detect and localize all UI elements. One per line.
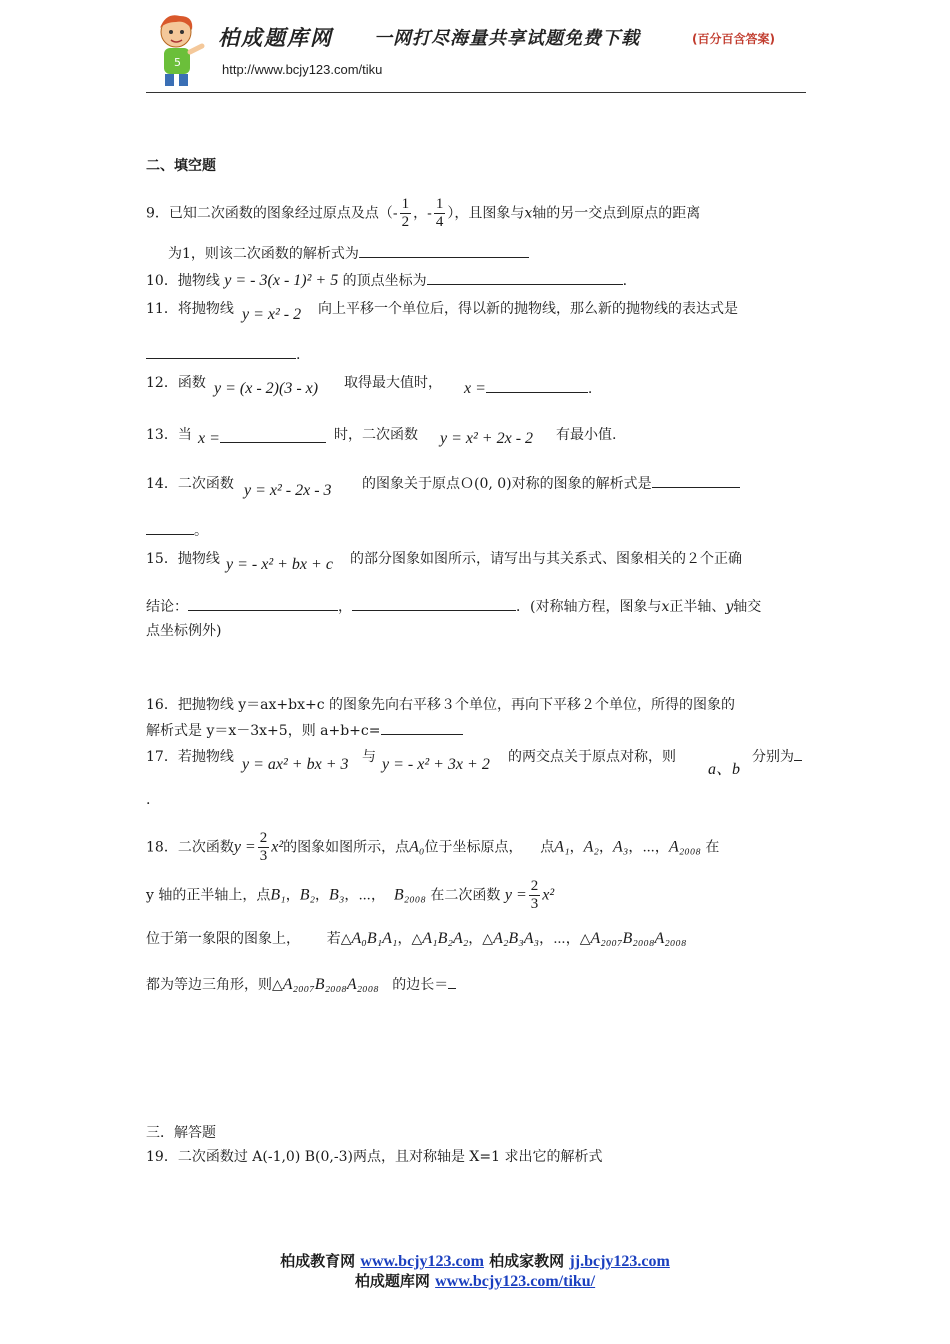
answer-blank[interactable] [448, 974, 456, 989]
question-13-x: x = [198, 428, 326, 448]
question-17-end: 分别为 [752, 746, 802, 766]
question-14: 14．二次函数 [146, 476, 234, 492]
header-url[interactable]: http://www.bcjy123.com/tiku [222, 62, 383, 77]
question-16: 16．把抛物线 y＝ax+bx+c 的图象先向右平移３个单位，再向下平移２个单位，所得的图象的 [146, 697, 736, 713]
fraction-two-thirds: $\frac{2}{3}$ [259, 830, 268, 864]
footer-link-main[interactable]: www.bcjy123.com [360, 1253, 484, 1270]
footer-link-jj[interactable]: jj.bcjy123.com [569, 1253, 670, 1270]
question-15-tail: 的部分图象如图所示，请写出与其关系式、图象相关的２个正确 [350, 551, 742, 567]
question-11-tail: 向上平移一个单位后，得以新的抛物线，那么新的抛物线的表达式是 [318, 301, 738, 317]
question-17-mid: 与 [362, 749, 376, 765]
question-19: 19．二次函数过 A(-1,0) B(0,-3)两点，且对称轴是 X=1 求出它的解析式 [146, 1149, 603, 1165]
answer-blank[interactable] [794, 746, 802, 761]
site-name: 柏成题库网 [218, 26, 333, 50]
answer-blank[interactable] [146, 344, 296, 359]
question-17-tail: 的两交点关于原点对称，则 [508, 749, 676, 765]
question-12-answer: x = . [464, 380, 593, 397]
question-11: 11．将抛物线 [146, 301, 234, 317]
question-10: 10．抛物线 y = - 3(x - 1)² + 5 的顶点坐标为 . [146, 272, 628, 289]
question-18-line2: y 轴的正半轴上，点B₁，B₂，B₃，⋯， B₂₀₀₈ 在二次函数 y = $\frac{2}{3}$ x² [146, 878, 555, 912]
question-17: 17．若抛物线 [146, 749, 234, 765]
q15-expression: y = - x² + bx + c [226, 556, 333, 573]
fraction-half: $\frac{1}{2}$ [401, 196, 410, 230]
answer-blank[interactable] [486, 378, 588, 393]
answer-badge: (百分百含答案) [692, 32, 775, 46]
footer-link-tiku[interactable]: www.bcjy123.com/tiku/ [435, 1273, 596, 1290]
answer-blank[interactable] [381, 720, 463, 735]
question-16-line2: 解析式是 y＝x－3x+5，则 a+b+c= [146, 720, 463, 740]
question-12-tail: 取得最大值时， [344, 375, 442, 391]
mascot-logo [146, 10, 212, 90]
answer-blank[interactable] [188, 596, 338, 611]
q12-expression: y = (x - 2)(3 - x) [214, 380, 319, 397]
question-18-line3: 位于第一象限的图象上， 若△A₀B₁A₁，△A₁B₂A₂，△A₂B₃A₃，⋯，△A₂₀₀₇B₂₀₀₈A₂₀₀₈ [146, 930, 687, 947]
question-18: 18．二次函数y = $\frac{2}{3}$ x²的图象如图所示，点A₀位于坐标原点， 点A₁，A₂，A₃，⋯，A₂₀₀₈ 在 [146, 830, 720, 864]
question-11-line2: . [146, 344, 300, 363]
slogan: 一网打尽海量共享试题免费下载 [374, 28, 640, 49]
answer-blank[interactable] [352, 596, 516, 611]
question-9: 9．已知二次函数的图象经过原点及点（- $\frac{1}{2}$ ，- $\frac{1}{4}$ ），且图象与x轴的另一交点到原点的距离 [146, 196, 701, 230]
footer-line-1: 柏成教育网 www.bcjy123.com 柏成家教网 jj.bcjy123.com [280, 1252, 670, 1270]
question-18-line4: 都为等边三角形，则△A₂₀₀₇B₂₀₀₈A₂₀₀₈ 的边长＝ [146, 974, 456, 994]
answer-blank[interactable] [146, 520, 194, 535]
question-13-tail: 有最小值. [556, 427, 617, 443]
question-14-line2: 。 [146, 520, 208, 540]
fraction-quarter: $\frac{1}{4}$ [435, 196, 444, 230]
question-17-line2: . [146, 792, 151, 808]
question-15: 15．抛物线 [146, 551, 220, 567]
q17-ab: a、b [708, 761, 741, 778]
q13-expression: y = x² + 2x - 2 [440, 430, 534, 447]
q11-expression: y = x² - 2 [242, 306, 302, 323]
question-15-line2: 结论： ， ．(对称轴方程，图象与x正半轴、y轴交 [146, 596, 761, 616]
q17-expression-2: y = - x² + 3x + 2 [382, 756, 490, 773]
answer-blank[interactable] [359, 243, 529, 258]
answer-blank[interactable] [427, 270, 623, 285]
q17-expression-1: y = ax² + bx + 3 [242, 756, 349, 773]
question-12: 12．函数 [146, 375, 206, 391]
svg-text:5: 5 [174, 56, 181, 69]
question-15-line3: 点坐标例外) [146, 623, 222, 639]
q14-expression: y = x² - 2x - 3 [244, 482, 332, 499]
section-answer-title: 三．解答题 [146, 1125, 216, 1141]
footer-line-2: 柏成题库网 www.bcjy123.com/tiku/ [354, 1272, 596, 1290]
section-fill-title: 二、填空题 [146, 158, 216, 174]
question-13: 13．当 [146, 427, 192, 443]
answer-blank[interactable] [220, 428, 326, 443]
answer-blank[interactable] [652, 473, 740, 488]
question-14-tail: 的图象关于原点Ｏ(0, 0)对称的图象的解析式是 [362, 473, 740, 493]
header-divider [146, 92, 806, 93]
question-13-mid: 时，二次函数 [334, 427, 418, 443]
question-9-line2: 为1，则该二次函数的解析式为 [168, 243, 529, 263]
